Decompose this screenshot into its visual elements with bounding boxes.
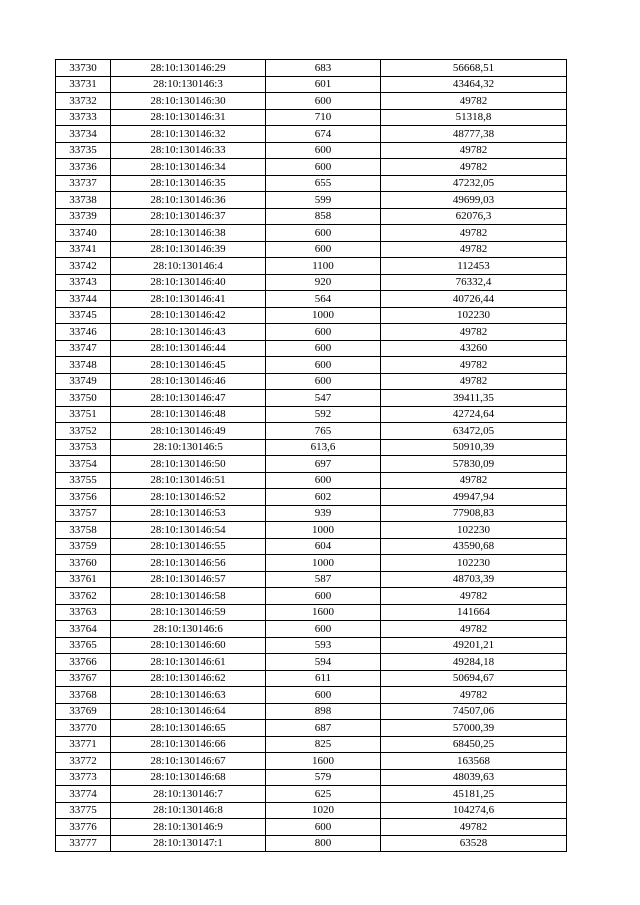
table-row <box>56 274 567 291</box>
row-number-cell: 33735 <box>56 142 111 159</box>
row-number-cell: 33738 <box>56 192 111 209</box>
area-cell: 600 <box>266 687 381 704</box>
row-number-cell: 33766 <box>56 654 111 671</box>
cadastral-number-cell: 28:10:130146:37 <box>111 208 266 225</box>
row-number-cell: 33764 <box>56 621 111 638</box>
row-number-cell: 33768 <box>56 687 111 704</box>
table-row <box>56 654 567 671</box>
area-cell: 547 <box>266 390 381 407</box>
area-cell: 710 <box>266 109 381 126</box>
row-number-cell: 33730 <box>56 60 111 77</box>
area-cell: 765 <box>266 423 381 440</box>
table-row <box>56 703 567 720</box>
value-cell: 102230 <box>381 555 567 572</box>
value-cell: 49782 <box>381 225 567 242</box>
row-number-cell: 33765 <box>56 637 111 654</box>
table-row <box>56 423 567 440</box>
value-cell: 49782 <box>381 324 567 341</box>
value-cell: 49782 <box>381 588 567 605</box>
area-cell: 674 <box>266 126 381 143</box>
area-cell: 600 <box>266 472 381 489</box>
cadastral-number-cell: 28:10:130146:43 <box>111 324 266 341</box>
row-number-cell: 33742 <box>56 258 111 275</box>
value-cell: 45181,25 <box>381 786 567 803</box>
area-cell: 825 <box>266 736 381 753</box>
area-cell: 625 <box>266 786 381 803</box>
row-number-cell: 33741 <box>56 241 111 258</box>
value-cell: 63528 <box>381 835 567 852</box>
table-row <box>56 258 567 275</box>
value-cell: 48039,63 <box>381 769 567 786</box>
row-number-cell: 33731 <box>56 76 111 93</box>
area-cell: 898 <box>266 703 381 720</box>
table-row <box>56 819 567 836</box>
row-number-cell: 33755 <box>56 472 111 489</box>
table-row <box>56 555 567 572</box>
area-cell: 600 <box>266 819 381 836</box>
cadastral-number-cell: 28:10:130146:62 <box>111 670 266 687</box>
row-number-cell: 33771 <box>56 736 111 753</box>
cadastral-number-cell: 28:10:130146:9 <box>111 819 266 836</box>
cadastral-number-cell: 28:10:130146:45 <box>111 357 266 374</box>
table-row <box>56 159 567 176</box>
cadastral-table <box>55 59 567 852</box>
table-row <box>56 621 567 638</box>
cadastral-number-cell: 28:10:130146:30 <box>111 93 266 110</box>
cadastral-number-cell: 28:10:130146:49 <box>111 423 266 440</box>
area-cell: 600 <box>266 588 381 605</box>
value-cell: 39411,35 <box>381 390 567 407</box>
area-cell: 600 <box>266 225 381 242</box>
row-number-cell: 33754 <box>56 456 111 473</box>
table-row <box>56 76 567 93</box>
row-number-cell: 33743 <box>56 274 111 291</box>
cadastral-number-cell: 28:10:130146:33 <box>111 142 266 159</box>
area-cell: 600 <box>266 159 381 176</box>
area-cell: 594 <box>266 654 381 671</box>
cadastral-number-cell: 28:10:130146:48 <box>111 406 266 423</box>
area-cell: 601 <box>266 76 381 93</box>
cadastral-number-cell: 28:10:130146:52 <box>111 489 266 506</box>
cadastral-number-cell: 28:10:130146:63 <box>111 687 266 704</box>
area-cell: 939 <box>266 505 381 522</box>
cadastral-number-cell: 28:10:130146:58 <box>111 588 266 605</box>
cadastral-number-cell: 28:10:130146:57 <box>111 571 266 588</box>
area-cell: 564 <box>266 291 381 308</box>
value-cell: 49782 <box>381 241 567 258</box>
cadastral-number-cell: 28:10:130147:1 <box>111 835 266 852</box>
value-cell: 57830,09 <box>381 456 567 473</box>
row-number-cell: 33750 <box>56 390 111 407</box>
area-cell: 600 <box>266 373 381 390</box>
row-number-cell: 33734 <box>56 126 111 143</box>
table-row <box>56 786 567 803</box>
area-cell: 1000 <box>266 555 381 572</box>
row-number-cell: 33777 <box>56 835 111 852</box>
table-row <box>56 340 567 357</box>
area-cell: 1600 <box>266 604 381 621</box>
row-number-cell: 33756 <box>56 489 111 506</box>
table-row <box>56 109 567 126</box>
table-row <box>56 324 567 341</box>
row-number-cell: 33763 <box>56 604 111 621</box>
area-cell: 683 <box>266 60 381 77</box>
cadastral-number-cell: 28:10:130146:59 <box>111 604 266 621</box>
table-row <box>56 456 567 473</box>
table-row <box>56 175 567 192</box>
value-cell: 49782 <box>381 159 567 176</box>
area-cell: 600 <box>266 93 381 110</box>
value-cell: 49699,03 <box>381 192 567 209</box>
row-number-cell: 33740 <box>56 225 111 242</box>
row-number-cell: 33767 <box>56 670 111 687</box>
value-cell: 102230 <box>381 522 567 539</box>
table-row <box>56 142 567 159</box>
table-row <box>56 357 567 374</box>
table-row <box>56 241 567 258</box>
value-cell: 49782 <box>381 93 567 110</box>
row-number-cell: 33757 <box>56 505 111 522</box>
row-number-cell: 33744 <box>56 291 111 308</box>
cadastral-number-cell: 28:10:130146:4 <box>111 258 266 275</box>
row-number-cell: 33749 <box>56 373 111 390</box>
area-cell: 593 <box>266 637 381 654</box>
cadastral-number-cell: 28:10:130146:67 <box>111 753 266 770</box>
area-cell: 697 <box>266 456 381 473</box>
row-number-cell: 33752 <box>56 423 111 440</box>
table-row <box>56 390 567 407</box>
value-cell: 62076,3 <box>381 208 567 225</box>
area-cell: 1000 <box>266 307 381 324</box>
table-row <box>56 505 567 522</box>
value-cell: 104274,6 <box>381 802 567 819</box>
area-cell: 599 <box>266 192 381 209</box>
value-cell: 68450,25 <box>381 736 567 753</box>
cadastral-number-cell: 28:10:130146:3 <box>111 76 266 93</box>
area-cell: 604 <box>266 538 381 555</box>
value-cell: 50910,39 <box>381 439 567 456</box>
value-cell: 49782 <box>381 472 567 489</box>
table-row <box>56 588 567 605</box>
area-cell: 600 <box>266 324 381 341</box>
area-cell: 655 <box>266 175 381 192</box>
area-cell: 1020 <box>266 802 381 819</box>
value-cell: 77908,83 <box>381 505 567 522</box>
table-row <box>56 192 567 209</box>
area-cell: 587 <box>266 571 381 588</box>
value-cell: 43260 <box>381 340 567 357</box>
table-row <box>56 538 567 555</box>
value-cell: 51318,8 <box>381 109 567 126</box>
table-row <box>56 604 567 621</box>
cadastral-number-cell: 28:10:130146:5 <box>111 439 266 456</box>
cadastral-number-cell: 28:10:130146:68 <box>111 769 266 786</box>
area-cell: 600 <box>266 142 381 159</box>
area-cell: 600 <box>266 357 381 374</box>
cadastral-number-cell: 28:10:130146:35 <box>111 175 266 192</box>
value-cell: 112453 <box>381 258 567 275</box>
value-cell: 42724,64 <box>381 406 567 423</box>
table-row <box>56 835 567 852</box>
value-cell: 49782 <box>381 142 567 159</box>
value-cell: 40726,44 <box>381 291 567 308</box>
cadastral-number-cell: 28:10:130146:47 <box>111 390 266 407</box>
cadastral-number-cell: 28:10:130146:6 <box>111 621 266 638</box>
row-number-cell: 33747 <box>56 340 111 357</box>
cadastral-number-cell: 28:10:130146:46 <box>111 373 266 390</box>
cadastral-number-cell: 28:10:130146:38 <box>111 225 266 242</box>
cadastral-number-cell: 28:10:130146:34 <box>111 159 266 176</box>
area-cell: 687 <box>266 720 381 737</box>
cadastral-number-cell: 28:10:130146:44 <box>111 340 266 357</box>
row-number-cell: 33739 <box>56 208 111 225</box>
table-row <box>56 208 567 225</box>
row-number-cell: 33774 <box>56 786 111 803</box>
table-row <box>56 126 567 143</box>
table-row <box>56 769 567 786</box>
table-row <box>56 225 567 242</box>
value-cell: 49782 <box>381 819 567 836</box>
table-row <box>56 307 567 324</box>
row-number-cell: 33746 <box>56 324 111 341</box>
cadastral-number-cell: 28:10:130146:53 <box>111 505 266 522</box>
table-row <box>56 670 567 687</box>
table-row <box>56 687 567 704</box>
area-cell: 613,6 <box>266 439 381 456</box>
row-number-cell: 33772 <box>56 753 111 770</box>
value-cell: 74507,06 <box>381 703 567 720</box>
cadastral-number-cell: 28:10:130146:31 <box>111 109 266 126</box>
cadastral-number-cell: 28:10:130146:7 <box>111 786 266 803</box>
table-row <box>56 522 567 539</box>
area-cell: 592 <box>266 406 381 423</box>
cadastral-number-cell: 28:10:130146:66 <box>111 736 266 753</box>
table-row <box>56 637 567 654</box>
area-cell: 611 <box>266 670 381 687</box>
cadastral-number-cell: 28:10:130146:65 <box>111 720 266 737</box>
value-cell: 43464,32 <box>381 76 567 93</box>
row-number-cell: 33773 <box>56 769 111 786</box>
row-number-cell: 33770 <box>56 720 111 737</box>
area-cell: 858 <box>266 208 381 225</box>
row-number-cell: 33753 <box>56 439 111 456</box>
area-cell: 1000 <box>266 522 381 539</box>
area-cell: 602 <box>266 489 381 506</box>
value-cell: 43590,68 <box>381 538 567 555</box>
value-cell: 49782 <box>381 373 567 390</box>
value-cell: 49201,21 <box>381 637 567 654</box>
value-cell: 49782 <box>381 357 567 374</box>
row-number-cell: 33769 <box>56 703 111 720</box>
row-number-cell: 33762 <box>56 588 111 605</box>
value-cell: 49782 <box>381 621 567 638</box>
row-number-cell: 33751 <box>56 406 111 423</box>
row-number-cell: 33745 <box>56 307 111 324</box>
cadastral-number-cell: 28:10:130146:39 <box>111 241 266 258</box>
value-cell: 163568 <box>381 753 567 770</box>
row-number-cell: 33737 <box>56 175 111 192</box>
area-cell: 800 <box>266 835 381 852</box>
cadastral-number-cell: 28:10:130146:55 <box>111 538 266 555</box>
table-row <box>56 489 567 506</box>
cadastral-number-cell: 28:10:130146:61 <box>111 654 266 671</box>
table-row <box>56 291 567 308</box>
cadastral-number-cell: 28:10:130146:64 <box>111 703 266 720</box>
value-cell: 56668,51 <box>381 60 567 77</box>
value-cell: 76332,4 <box>381 274 567 291</box>
cadastral-number-cell: 28:10:130146:32 <box>111 126 266 143</box>
table-row <box>56 472 567 489</box>
row-number-cell: 33736 <box>56 159 111 176</box>
cadastral-number-cell: 28:10:130146:51 <box>111 472 266 489</box>
table-row <box>56 93 567 110</box>
value-cell: 63472,05 <box>381 423 567 440</box>
area-cell: 600 <box>266 621 381 638</box>
value-cell: 48703,39 <box>381 571 567 588</box>
value-cell: 141664 <box>381 604 567 621</box>
cadastral-number-cell: 28:10:130146:60 <box>111 637 266 654</box>
table-row <box>56 736 567 753</box>
table-row <box>56 753 567 770</box>
cadastral-number-cell: 28:10:130146:36 <box>111 192 266 209</box>
row-number-cell: 33758 <box>56 522 111 539</box>
cadastral-number-cell: 28:10:130146:41 <box>111 291 266 308</box>
value-cell: 49947,94 <box>381 489 567 506</box>
table-row <box>56 373 567 390</box>
area-cell: 1100 <box>266 258 381 275</box>
value-cell: 102230 <box>381 307 567 324</box>
row-number-cell: 33761 <box>56 571 111 588</box>
table-row <box>56 439 567 456</box>
value-cell: 49284,18 <box>381 654 567 671</box>
row-number-cell: 33748 <box>56 357 111 374</box>
table-row <box>56 571 567 588</box>
table-row <box>56 60 567 77</box>
row-number-cell: 33732 <box>56 93 111 110</box>
row-number-cell: 33760 <box>56 555 111 572</box>
value-cell: 57000,39 <box>381 720 567 737</box>
cadastral-number-cell: 28:10:130146:50 <box>111 456 266 473</box>
cadastral-number-cell: 28:10:130146:42 <box>111 307 266 324</box>
row-number-cell: 33776 <box>56 819 111 836</box>
area-cell: 920 <box>266 274 381 291</box>
area-cell: 600 <box>266 340 381 357</box>
table-body <box>56 60 567 852</box>
value-cell: 47232,05 <box>381 175 567 192</box>
cadastral-number-cell: 28:10:130146:54 <box>111 522 266 539</box>
area-cell: 1600 <box>266 753 381 770</box>
table-row <box>56 720 567 737</box>
value-cell: 50694,67 <box>381 670 567 687</box>
table-row <box>56 406 567 423</box>
area-cell: 600 <box>266 241 381 258</box>
cadastral-number-cell: 28:10:130146:56 <box>111 555 266 572</box>
row-number-cell: 33733 <box>56 109 111 126</box>
cadastral-number-cell: 28:10:130146:40 <box>111 274 266 291</box>
cadastral-number-cell: 28:10:130146:8 <box>111 802 266 819</box>
value-cell: 48777,38 <box>381 126 567 143</box>
row-number-cell: 33759 <box>56 538 111 555</box>
cadastral-number-cell: 28:10:130146:29 <box>111 60 266 77</box>
table-row <box>56 802 567 819</box>
value-cell: 49782 <box>381 687 567 704</box>
row-number-cell: 33775 <box>56 802 111 819</box>
area-cell: 579 <box>266 769 381 786</box>
